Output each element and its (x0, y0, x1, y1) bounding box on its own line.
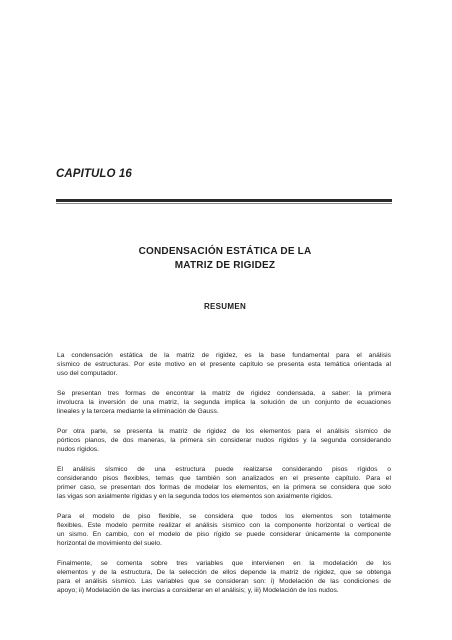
text-line: primer caso, se presentan dos formas de modelar los elementos, en la primera se considera que solo (57, 484, 391, 491)
text-line: Para el modelo de piso flexible, se considera que todos los elementos son totalmente (57, 513, 391, 520)
text-line: flexibles. Este modelo permite realizar el análisis sísmico con la componente horizontal o vertical de (57, 522, 391, 529)
paragraph (57, 559, 391, 595)
text-line: nudos rígidos. (57, 446, 100, 453)
text-line: horizontal de movimiento del suelo. (57, 540, 162, 547)
section-heading: RESUMEN (203, 302, 247, 311)
text-line: uso del computador. (57, 370, 118, 377)
text-line: apoyo; ii) Modelación de las inercias a considerar en el análisis; y, iii) Modelación de los nudos. (57, 587, 339, 594)
text-line: las vigas son axialmente rígidas y en la segunda todos los elementos son axialmente rígidos. (57, 493, 333, 500)
abstract-body (57, 351, 391, 606)
text-line: Finalmente, se comenta sobre tres variables que intervienen en la modelación de los (57, 560, 391, 567)
paragraph (57, 512, 391, 548)
text-line: sísmico de estructuras. Por este motivo en el presente capítulo se presenta esta temática orientada al (57, 361, 391, 368)
text-line: un sismo. En cambio, con el modelo de piso rígido se puede considerar únicamente la componente (57, 531, 391, 538)
text-line: para el análisis sísmico. Las variables que se consideran son: i) Modelación de las condiciones de (57, 578, 391, 585)
chapter-heading: CAPITULO 16 (56, 168, 132, 180)
paragraph (57, 465, 391, 501)
text-line: El análisis sísmico de una estructura puede realizarse considerando pisos rígidos o (57, 466, 391, 473)
text-line: elementos y de la estructura, De la selección de ellos depende la matriz de rigidez, que se obtenga (57, 569, 391, 576)
text-line: considerando pisos flexibles, temas que también son analizados en el presente capítulo. Para el (57, 475, 391, 482)
title-line-2: MATRIZ DE RIGIDEZ (174, 260, 276, 271)
text-line: lineales y la tercera mediante la eliminación de Gauss. (57, 408, 219, 415)
text-line: Por otra parte, se presenta la matriz de rigidez de los elementos para el análisis sísmico de (57, 428, 391, 435)
paragraph (57, 351, 391, 378)
text-line: Se presentan tres formas de encontrar la matriz de rigidez condensada, a saber: la primera (57, 390, 391, 397)
text-line: involucra la inversión de una matriz, la segunda implica la solución de un conjunto de ecuaciones (57, 399, 391, 406)
text-line: pórticos planos, de dos maneras, la primera sin considerar nudos rígidos y la segunda considerando (57, 437, 391, 444)
title-line-1: CONDENSACIÓN ESTÁTICA DE LA (138, 246, 312, 257)
text-line: La condensación estática de la matriz de rigidez, es la base fundamental para el análisis (57, 352, 391, 359)
paragraph (57, 427, 391, 454)
paragraph (57, 389, 391, 416)
heading-rule-thin (56, 203, 392, 204)
heading-rule (56, 199, 392, 202)
